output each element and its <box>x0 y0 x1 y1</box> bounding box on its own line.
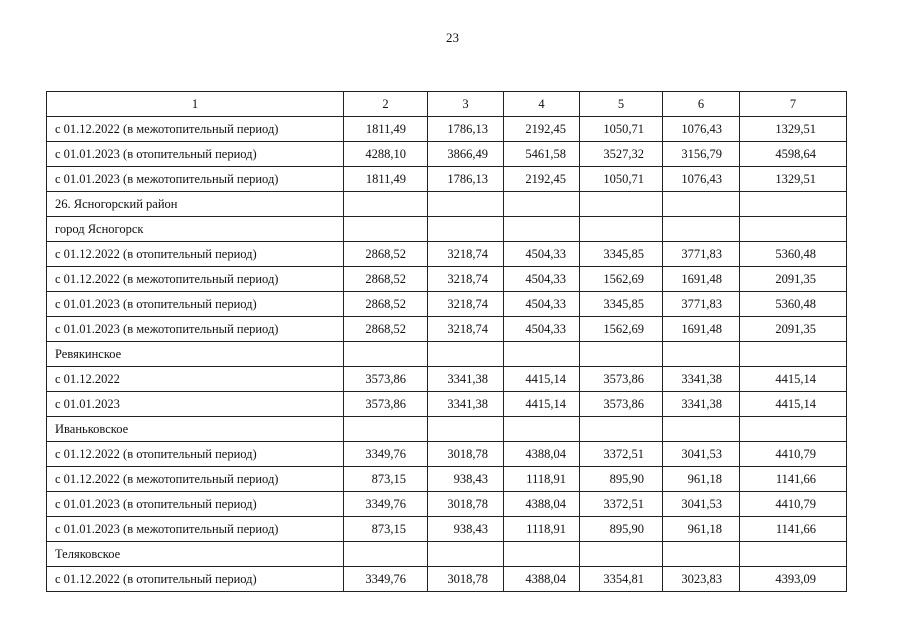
value-cell-col-2: 2868,52 <box>344 317 428 342</box>
column-header-3: 3 <box>428 92 504 117</box>
value-cell-col-2: 873,15 <box>344 517 428 542</box>
value-cell-col-5: 3573,86 <box>580 367 663 392</box>
row-label: с 01.01.2023 <box>47 392 344 417</box>
value-cell-col-6: 3771,83 <box>663 292 740 317</box>
value-cell-col-6: 1076,43 <box>663 167 740 192</box>
value-cell-col-4: 1118,91 <box>504 467 580 492</box>
value-cell-col-3 <box>428 217 504 242</box>
value-cell-col-3 <box>428 342 504 367</box>
value-cell-col-2: 3573,86 <box>344 367 428 392</box>
value-cell-col-5: 895,90 <box>580 517 663 542</box>
value-cell-col-5 <box>580 217 663 242</box>
value-cell-col-2: 4288,10 <box>344 142 428 167</box>
value-cell-col-4 <box>504 192 580 217</box>
row-label: 26. Ясногорский район <box>47 192 344 217</box>
value-cell-col-7: 4415,14 <box>740 367 847 392</box>
column-header-6: 6 <box>663 92 740 117</box>
value-cell-col-3: 3018,78 <box>428 442 504 467</box>
value-cell-col-3: 3341,38 <box>428 392 504 417</box>
value-cell-col-5 <box>580 542 663 567</box>
value-cell-col-6: 3156,79 <box>663 142 740 167</box>
value-cell-col-6 <box>663 192 740 217</box>
value-cell-col-7: 4410,79 <box>740 442 847 467</box>
value-cell-col-6 <box>663 542 740 567</box>
value-cell-col-6: 3341,38 <box>663 392 740 417</box>
value-cell-col-3 <box>428 192 504 217</box>
value-cell-col-6 <box>663 342 740 367</box>
value-cell-col-6: 3771,83 <box>663 242 740 267</box>
table-row <box>47 142 847 167</box>
value-cell-col-4: 4504,33 <box>504 267 580 292</box>
value-cell-col-2: 2868,52 <box>344 292 428 317</box>
value-cell-col-7: 2091,35 <box>740 317 847 342</box>
header-row <box>47 92 847 117</box>
value-cell-col-4: 2192,45 <box>504 167 580 192</box>
table-row <box>47 317 847 342</box>
value-cell-col-4: 2192,45 <box>504 117 580 142</box>
table-row <box>47 267 847 292</box>
value-cell-col-4: 4415,14 <box>504 367 580 392</box>
value-cell-col-7 <box>740 542 847 567</box>
value-cell-col-2: 3349,76 <box>344 492 428 517</box>
value-cell-col-6: 3041,53 <box>663 492 740 517</box>
column-header-7: 7 <box>740 92 847 117</box>
row-label: с 01.01.2023 (в отопительный период) <box>47 492 344 517</box>
value-cell-col-2: 3573,86 <box>344 392 428 417</box>
value-cell-col-2 <box>344 542 428 567</box>
value-cell-col-7: 1141,66 <box>740 517 847 542</box>
row-label: с 01.12.2022 <box>47 367 344 392</box>
value-cell-col-7: 5360,48 <box>740 242 847 267</box>
table-row <box>47 367 847 392</box>
row-label: с 01.01.2023 (в отопительный период) <box>47 142 344 167</box>
value-cell-col-6: 3341,38 <box>663 367 740 392</box>
column-header-2: 2 <box>344 92 428 117</box>
value-cell-col-2 <box>344 342 428 367</box>
value-cell-col-7 <box>740 192 847 217</box>
value-cell-col-7: 1329,51 <box>740 167 847 192</box>
table-row <box>47 242 847 267</box>
value-cell-col-7: 4598,64 <box>740 142 847 167</box>
value-cell-col-6 <box>663 417 740 442</box>
value-cell-col-5: 3345,85 <box>580 242 663 267</box>
row-label: с 01.12.2022 (в межотопительный период) <box>47 267 344 292</box>
value-cell-col-4: 4388,04 <box>504 442 580 467</box>
table-row <box>47 442 847 467</box>
value-cell-col-3: 3218,74 <box>428 267 504 292</box>
table-row <box>47 342 847 367</box>
value-cell-col-6: 1076,43 <box>663 117 740 142</box>
value-cell-col-5: 3372,51 <box>580 442 663 467</box>
value-cell-col-4 <box>504 217 580 242</box>
tariff-table <box>46 91 847 592</box>
value-cell-col-2 <box>344 217 428 242</box>
value-cell-col-4: 5461,58 <box>504 142 580 167</box>
value-cell-col-2: 873,15 <box>344 467 428 492</box>
value-cell-col-4: 4388,04 <box>504 567 580 592</box>
value-cell-col-5 <box>580 192 663 217</box>
value-cell-col-5: 3345,85 <box>580 292 663 317</box>
value-cell-col-4: 4415,14 <box>504 392 580 417</box>
value-cell-col-3: 1786,13 <box>428 167 504 192</box>
row-label: с 01.12.2022 (в межотопительный период) <box>47 467 344 492</box>
value-cell-col-2: 3349,76 <box>344 442 428 467</box>
value-cell-col-5: 3527,32 <box>580 142 663 167</box>
value-cell-col-3: 3866,49 <box>428 142 504 167</box>
table-row <box>47 217 847 242</box>
value-cell-col-4: 4504,33 <box>504 242 580 267</box>
row-label: с 01.12.2022 (в отопительный период) <box>47 242 344 267</box>
value-cell-col-5: 1050,71 <box>580 167 663 192</box>
value-cell-col-2: 2868,52 <box>344 267 428 292</box>
table-row <box>47 292 847 317</box>
value-cell-col-7: 5360,48 <box>740 292 847 317</box>
value-cell-col-2: 1811,49 <box>344 167 428 192</box>
value-cell-col-2: 2868,52 <box>344 242 428 267</box>
row-label: с 01.01.2023 (в отопительный период) <box>47 292 344 317</box>
value-cell-col-7 <box>740 217 847 242</box>
value-cell-col-3: 938,43 <box>428 517 504 542</box>
page-number: 23 <box>446 30 459 45</box>
value-cell-col-3: 3218,74 <box>428 242 504 267</box>
value-cell-col-6: 961,18 <box>663 517 740 542</box>
value-cell-col-6: 3041,53 <box>663 442 740 467</box>
table-row <box>47 417 847 442</box>
value-cell-col-7: 1141,66 <box>740 467 847 492</box>
value-cell-col-4 <box>504 417 580 442</box>
table-row <box>47 492 847 517</box>
value-cell-col-2: 3349,76 <box>344 567 428 592</box>
value-cell-col-7 <box>740 342 847 367</box>
row-label: Ревякинское <box>47 342 344 367</box>
value-cell-col-3: 3218,74 <box>428 317 504 342</box>
table-row <box>47 567 847 592</box>
table-row <box>47 192 847 217</box>
value-cell-col-5: 3573,86 <box>580 392 663 417</box>
value-cell-col-5 <box>580 417 663 442</box>
table-row <box>47 542 847 567</box>
value-cell-col-4: 1118,91 <box>504 517 580 542</box>
row-label: с 01.12.2022 (в отопительный период) <box>47 442 344 467</box>
row-label: с 01.01.2023 (в межотопительный период) <box>47 517 344 542</box>
value-cell-col-2 <box>344 192 428 217</box>
value-cell-col-2: 1811,49 <box>344 117 428 142</box>
value-cell-col-6: 1691,48 <box>663 317 740 342</box>
value-cell-col-6 <box>663 217 740 242</box>
table-row <box>47 467 847 492</box>
row-label: с 01.01.2023 (в межотопительный период) <box>47 317 344 342</box>
value-cell-col-4 <box>504 542 580 567</box>
value-cell-col-5 <box>580 342 663 367</box>
value-cell-col-6: 1691,48 <box>663 267 740 292</box>
column-header-5: 5 <box>580 92 663 117</box>
value-cell-col-4: 4504,33 <box>504 317 580 342</box>
value-cell-col-5: 3354,81 <box>580 567 663 592</box>
column-header-4: 4 <box>504 92 580 117</box>
row-label: город Ясногорск <box>47 217 344 242</box>
value-cell-col-6: 3023,83 <box>663 567 740 592</box>
value-cell-col-3: 3018,78 <box>428 492 504 517</box>
row-label: Иваньковское <box>47 417 344 442</box>
value-cell-col-3 <box>428 417 504 442</box>
row-label: с 01.01.2023 (в межотопительный период) <box>47 167 344 192</box>
table-row <box>47 392 847 417</box>
value-cell-col-5: 1562,69 <box>580 317 663 342</box>
value-cell-col-5: 3372,51 <box>580 492 663 517</box>
value-cell-col-7: 2091,35 <box>740 267 847 292</box>
row-label: Теляковское <box>47 542 344 567</box>
value-cell-col-3: 1786,13 <box>428 117 504 142</box>
value-cell-col-4 <box>504 342 580 367</box>
value-cell-col-5: 895,90 <box>580 467 663 492</box>
value-cell-col-7: 4415,14 <box>740 392 847 417</box>
value-cell-col-3: 3018,78 <box>428 567 504 592</box>
value-cell-col-5: 1562,69 <box>580 267 663 292</box>
value-cell-col-4: 4388,04 <box>504 492 580 517</box>
value-cell-col-6: 961,18 <box>663 467 740 492</box>
value-cell-col-3: 3341,38 <box>428 367 504 392</box>
table-row <box>47 167 847 192</box>
table-row <box>47 517 847 542</box>
value-cell-col-7: 4410,79 <box>740 492 847 517</box>
table-row <box>47 117 847 142</box>
row-label: с 01.12.2022 (в отопительный период) <box>47 567 344 592</box>
value-cell-col-2 <box>344 417 428 442</box>
value-cell-col-3 <box>428 542 504 567</box>
value-cell-col-5: 1050,71 <box>580 117 663 142</box>
value-cell-col-7 <box>740 417 847 442</box>
value-cell-col-3: 3218,74 <box>428 292 504 317</box>
value-cell-col-7: 1329,51 <box>740 117 847 142</box>
value-cell-col-7: 4393,09 <box>740 567 847 592</box>
value-cell-col-3: 938,43 <box>428 467 504 492</box>
table-body <box>47 117 847 592</box>
row-label: с 01.12.2022 (в межотопительный период) <box>47 117 344 142</box>
value-cell-col-4: 4504,33 <box>504 292 580 317</box>
column-header-1: 1 <box>47 92 344 117</box>
